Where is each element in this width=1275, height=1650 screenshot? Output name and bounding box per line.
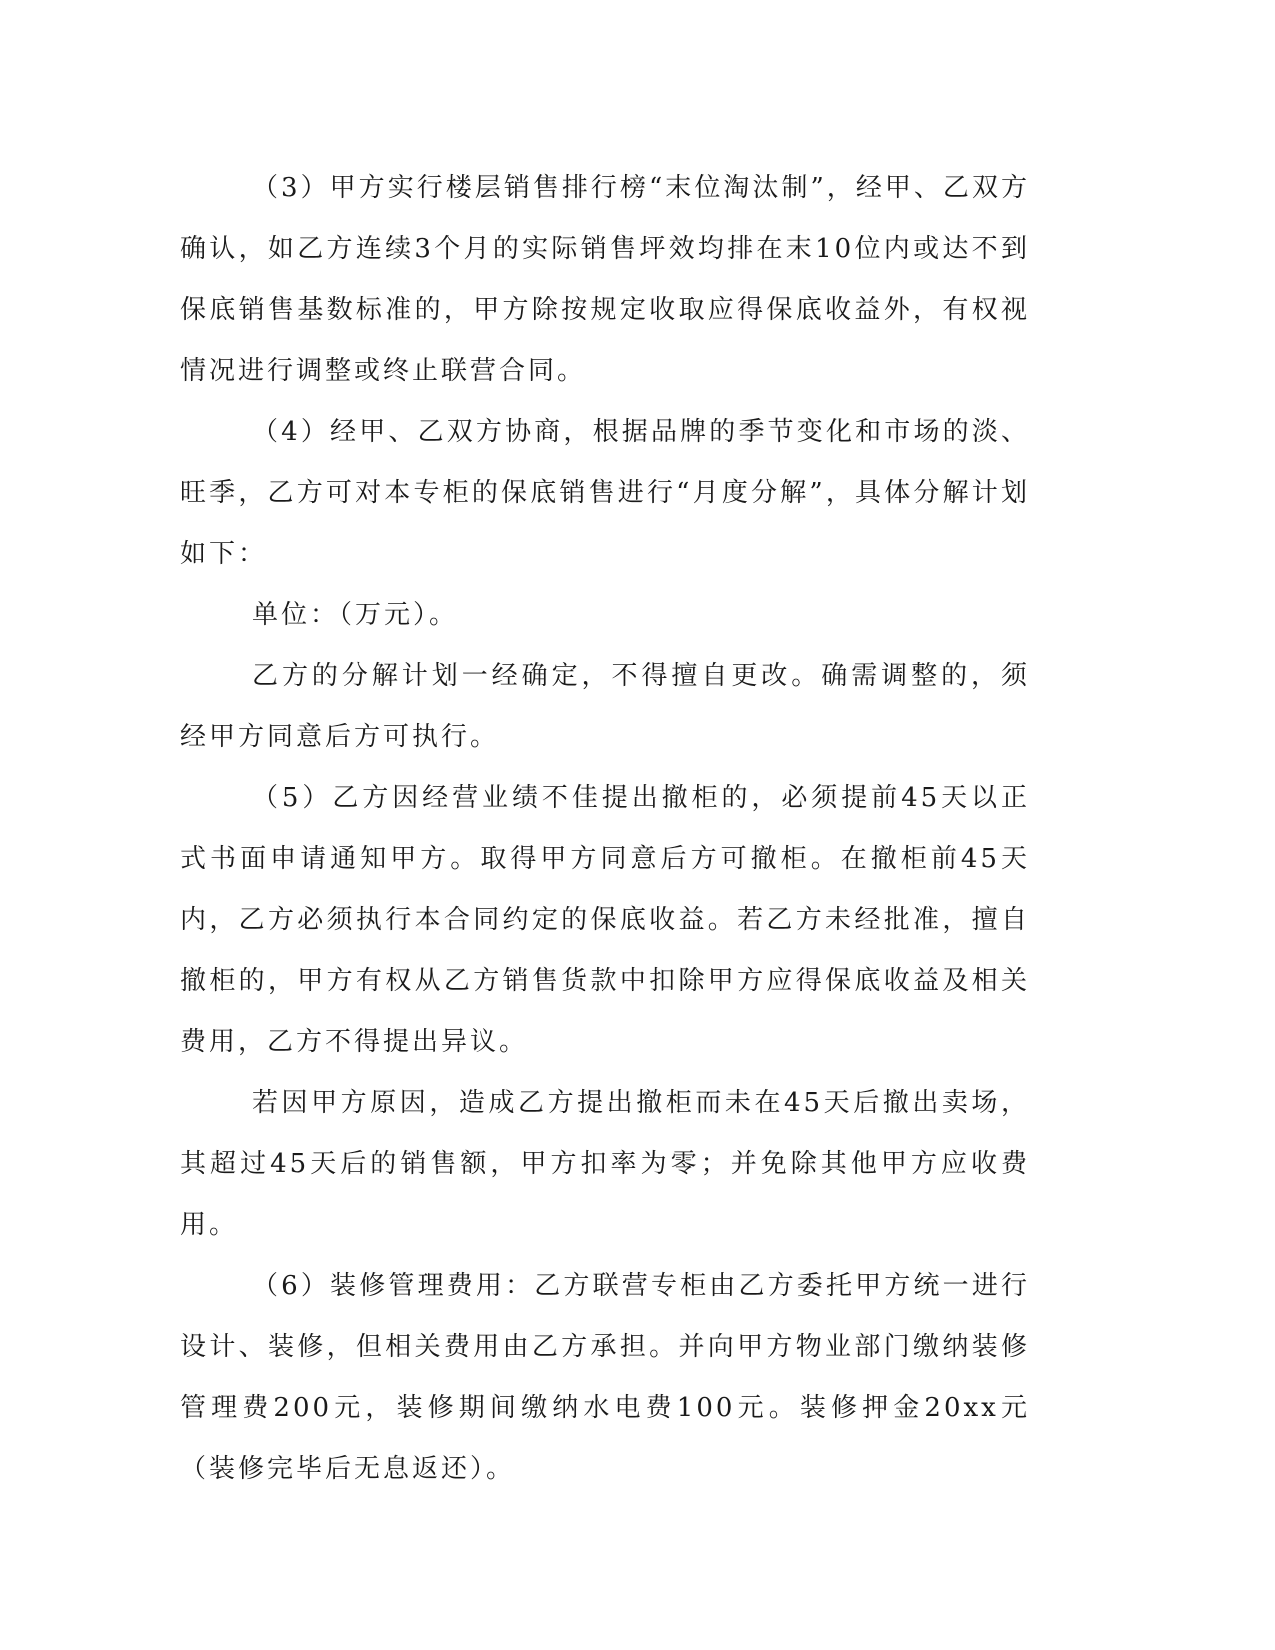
paragraph-clause-3: （3）甲方实行楼层销售排行榜“末位淘汰制”，经甲、乙双方确认，如乙方连续3个月的实际销售坪效均排在末10位内或达不到保底销售基数标准的，甲方除按规定收取应得保底收益外，有权视情况进行调整或终止联营合同。 <box>180 173 1030 386</box>
paragraph-clause-5: （5）乙方因经营业绩不佳提出撤柜的，必须提前45天以正式书面申请通知甲方。取得甲方同意后方可撤柜。在撤柜前45天内，乙方必须执行本合同约定的保底收益。若乙方未经批准，擅自撤柜的，甲方有权从乙方销售货款中扣除甲方应得保底收益及相关费用，乙方不得提出异议。 <box>180 783 1030 1057</box>
paragraph-unit-note: 单位：（万元）。 <box>252 600 459 630</box>
paragraph-plan-change-rule: 乙方的分解计划一经确定，不得擅自更改。确需调整的，须经甲方同意后方可执行。 <box>180 661 1030 752</box>
paragraph-party-a-cause: 若因甲方原因，造成乙方提出撤柜而未在45天后撤出卖场，其超过45天后的销售额，甲方扣率为零；并免除其他甲方应收费用。 <box>180 1088 1030 1240</box>
paragraph-clause-6: （6）装修管理费用：乙方联营专柜由乙方委托甲方统一进行设计、装修，但相关费用由乙方承担。并向甲方物业部门缴纳装修管理费200元，装修期间缴纳水电费100元。装修押金20xx元（装修完毕后无息返还）。 <box>180 1271 1030 1484</box>
document-body <box>180 158 1030 1500</box>
paragraph-clause-4: （4）经甲、乙双方协商，根据品牌的季节变化和市场的淡、旺季，乙方可对本专柜的保底销售进行“月度分解”，具体分解计划如下： <box>180 417 1030 569</box>
